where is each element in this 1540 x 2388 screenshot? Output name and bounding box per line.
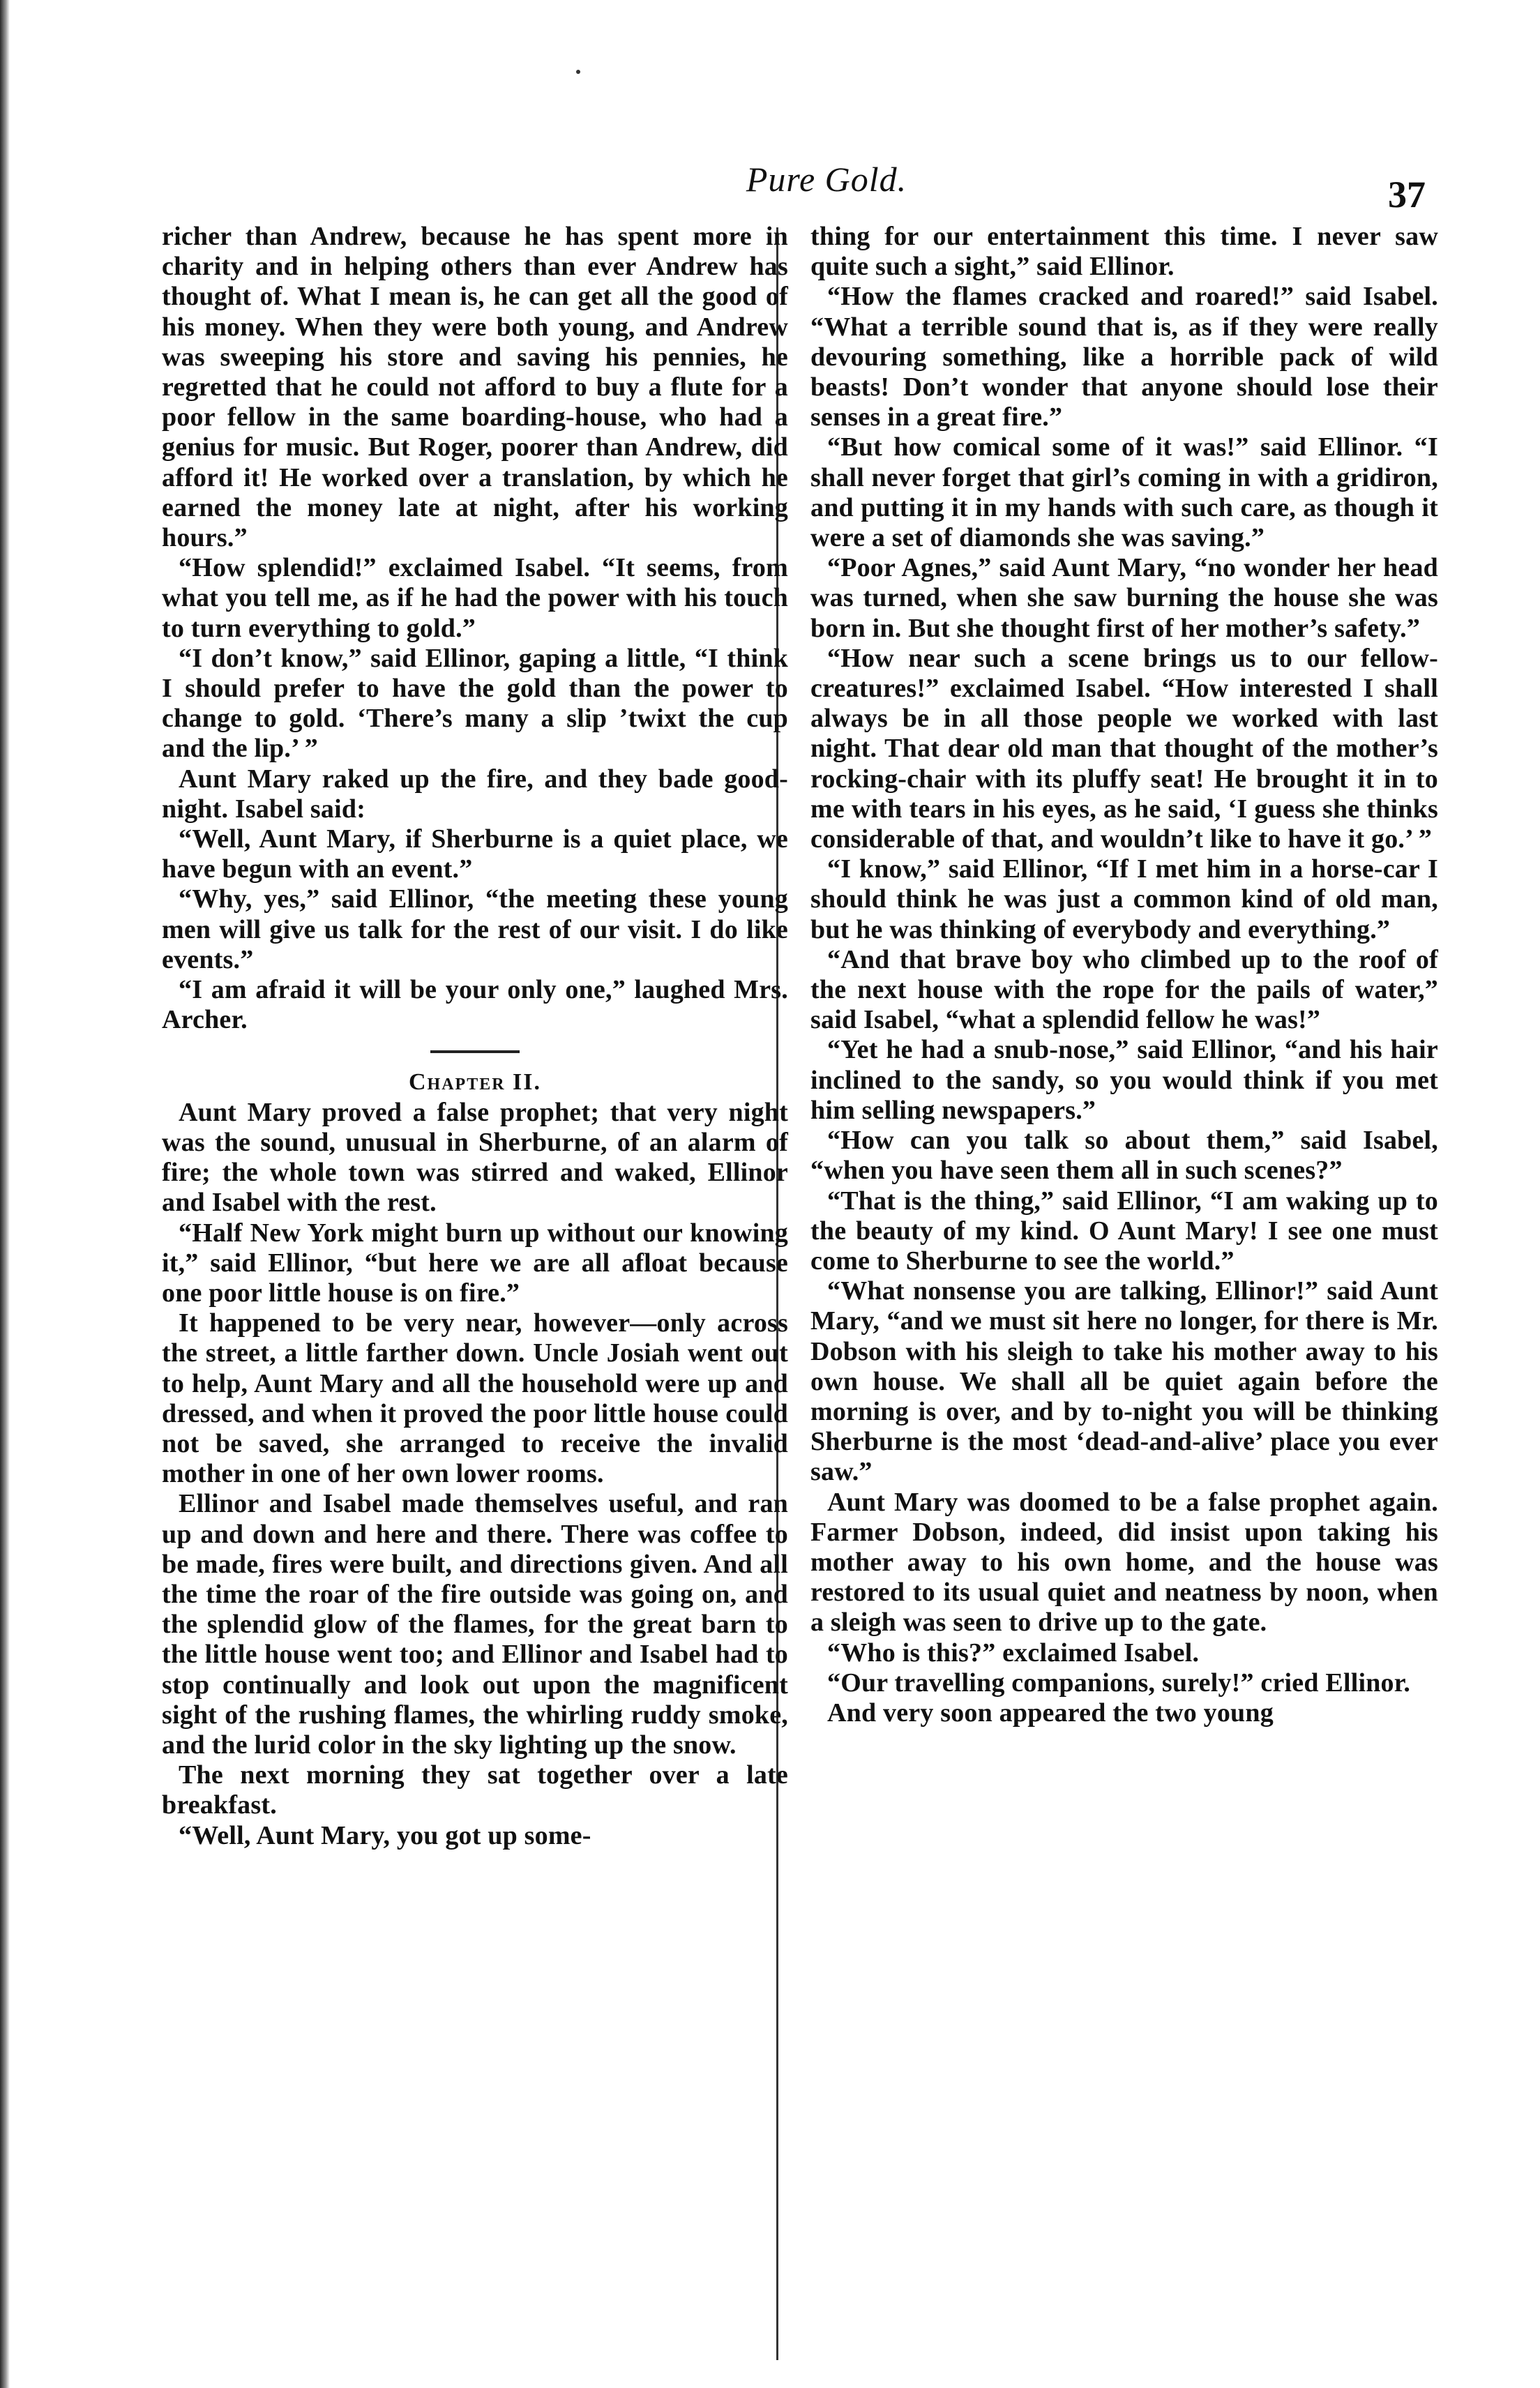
paragraph: “Well, Aunt Mary, if Sherburne is a quiet place, we have begun with an event.” — [162, 824, 788, 884]
paragraph: It happened to be very near, however—only across the street, a little farther down. Uncle Josiah went out to help, Aunt Mary and all the household were up and dressed, and when it proved the poor little house could not be saved, she arranged to receive the invalid mother in one of her own lower rooms. — [162, 1308, 788, 1489]
paragraph: “Yet he had a snub-nose,” said Ellinor, “and his hair inclined to the sandy, so you would think if you met him selling newspapers.” — [810, 1035, 1438, 1125]
paragraph: “And that brave boy who climbed up to the roof of the next house with the rope for the pails of water,” said Isabel, “what a splendid fellow he was!” — [810, 944, 1438, 1035]
right-column — [810, 222, 1438, 1728]
paragraph: “Well, Aunt Mary, you got up some- — [179, 1820, 591, 1850]
paragraph: “I know,” said Ellinor, “If I met him in a horse-car I should think he was just a common kind of old man, but he was thinking of everybody and everything.” — [810, 854, 1438, 944]
paragraph: “But how comical some of it was!” said Ellinor. “I shall never forget that girl’s coming in with a gridiron, and putting it in my hands with such care, as though it were a set of diamonds she was saving.” — [810, 432, 1438, 553]
paragraph: “What nonsense you are talking, Ellinor!” said Aunt Mary, “and we must sit here no longer, for there is Mr. Dobson with his sleigh to take his mother away to his own house. We shall all be quiet again before the morning is over, and by to-night you will be thinking Sherburne is the most ‘dead-and-alive’ place you ever saw.” — [810, 1276, 1438, 1487]
paragraph: richer than Andrew, because he has spent more in charity and in helping others than ever Andrew has thought of. What I mean is, he can get all the good of his money. When they were both young, and Andrew was sweeping his store and saving his pennies, he regretted that he could not afford to buy a flute for a poor fellow in the same boarding-house, who had a genius for music. But Roger, poorer than Andrew, did afford it! He worked over a translation, by which he earned the money late at night, after his working hours.” — [162, 222, 788, 553]
paragraph: Ellinor and Isabel made themselves useful, and ran up and down and here and there. There was coffee to be made, fires were built, and directions given. And all the time the roar of the fire outside was going on, and the splendid glow of the flames, for the great barn to the little house went too; and Ellinor and Isabel had to stop continually and look out upon the magnificent sight of the rushing flames, the whirling ruddy smoke, and the lurid color in the sky lighting up the snow. — [162, 1489, 788, 1760]
chapter-rule — [430, 1050, 520, 1053]
paragraph: And very soon appeared the two young — [827, 1698, 1274, 1728]
paragraph: “I don’t know,” said Ellinor, gaping a little, “I think I should prefer to have the gold than the power to change to gold. ‘There’s many a slip ’twixt the cup and the lip.’ ” — [162, 643, 788, 764]
paragraph: “Half New York might burn up without our knowing it,” said Ellinor, “but here we are all afloat because one poor little house is on fire.” — [162, 1218, 788, 1308]
paragraph: Aunt Mary raked up the fire, and they bade good-night. Isabel said: — [162, 764, 788, 824]
paragraph: “How the flames cracked and roared!” said Isabel. “What a terrible sound that is, as if they were really devouring something, like a horrible pack of wild beasts! Don’t wonder that anyone should lose their senses in a great fire.” — [810, 282, 1438, 432]
paragraph: “How near such a scene brings us to our fellow-creatures!” exclaimed Isabel. “How interested I shall always be in all those people we worked with last night. That dear old man that thought of the mother’s rocking-chair with its pluffy seat! He brought it in to me with tears in his eyes, as he said, ‘I guess she thinks considerable of that, and wouldn’t like to have it go.’ ” — [810, 643, 1438, 854]
paragraph: Aunt Mary proved a false prophet; that very night was the sound, unusual in Sherburne, of an alarm of fire; the whole town was stirred and waked, Ellinor and Isabel with the rest. — [162, 1097, 788, 1218]
chapter-heading: Chapter II. — [408, 1069, 542, 1096]
left-column — [162, 222, 788, 1851]
paragraph: thing for our entertainment this time. I never saw quite such a sight,” said Ellinor. — [810, 222, 1438, 282]
paragraph: “Why, yes,” said Ellinor, “the meeting these young men will give us talk for the rest of our visit. I do like events.” — [162, 884, 788, 974]
paragraph: “How can you talk so about them,” said Isabel, “when you have seen them all in such scenes?” — [810, 1126, 1438, 1186]
ink-speck — [576, 70, 580, 74]
page-number: 37 — [1388, 174, 1426, 216]
paragraph: “Poor Agnes,” said Aunt Mary, “no wonder her head was turned, when she saw burning the house she was born in. But she thought first of her mother’s safety.” — [810, 553, 1438, 643]
running-title: Pure Gold. — [746, 160, 907, 199]
paragraph: “That is the thing,” said Ellinor, “I am waking up to the beauty of my kind. O Aunt Mary! I see one must come to Sherburne to see the world.” — [810, 1186, 1438, 1276]
paragraph: Aunt Mary was doomed to be a false prophet again. Farmer Dobson, indeed, did insist upon taking his mother away to his own home, and the house was restored to its usual quiet and neatness by noon, when a sleigh was seen to drive up to the gate. — [810, 1487, 1438, 1638]
page-edge-shadow — [0, 0, 10, 2388]
paragraph: The next morning they sat together over a late breakfast. — [162, 1760, 788, 1820]
paragraph: “How splendid!” exclaimed Isabel. “It seems, from what you tell me, as if he had the power with his touch to turn everything to gold.” — [162, 553, 788, 643]
paragraph: “I am afraid it will be your only one,” laughed Mrs. Archer. — [162, 975, 788, 1035]
paragraph: “Who is this?” exclaimed Isabel. — [827, 1638, 1200, 1668]
paragraph: “Our travelling companions, surely!” cried Ellinor. — [827, 1668, 1411, 1698]
